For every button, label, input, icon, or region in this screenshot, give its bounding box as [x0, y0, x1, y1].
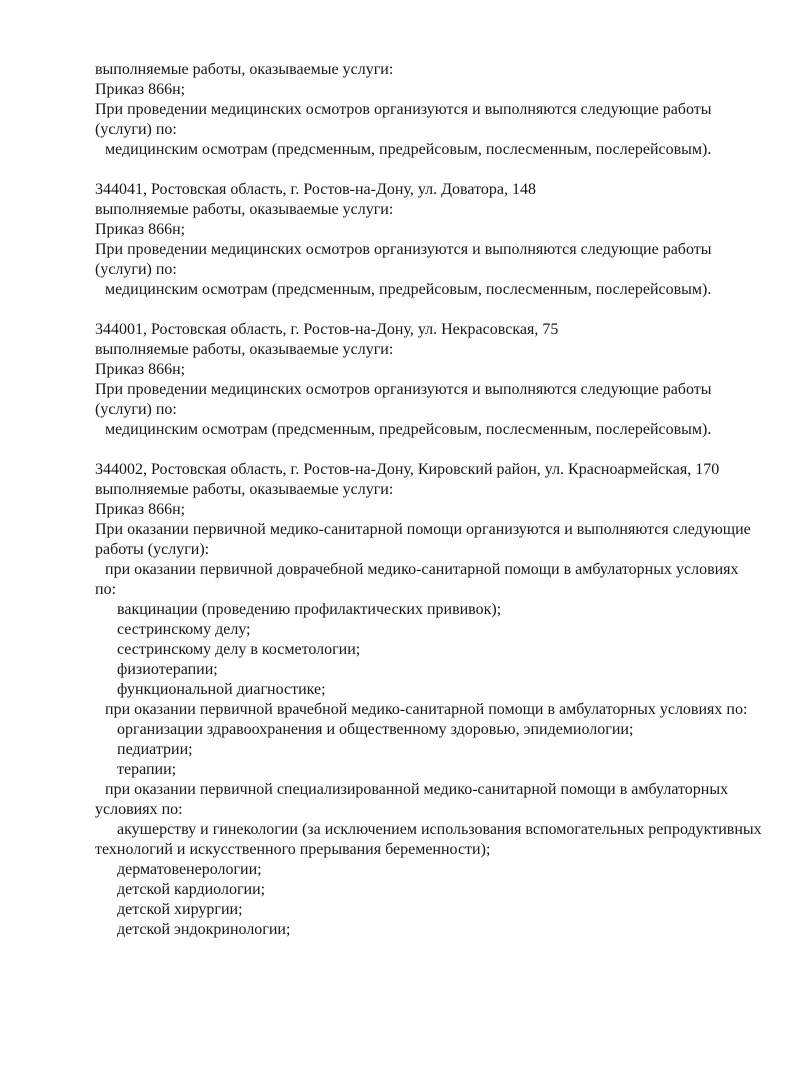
text-line: медицинским осмотрам (предсменным, предрейсовым, послесменным, послерейсовым).: [105, 281, 712, 298]
text-line: физиотерапии;: [117, 661, 218, 678]
text-line: (услуги) по:: [95, 401, 177, 418]
text-line: при оказании первичной специализированной медико-санитарной помощи в амбулаторных: [105, 781, 729, 798]
text-line: по:: [95, 581, 117, 598]
text-line: при оказании первичной врачебной медико-санитарной помощи в амбулаторных условиях по:: [105, 701, 748, 718]
text-line: работы (услуги):: [95, 541, 210, 558]
text-line: сестринскому делу;: [117, 621, 251, 638]
blank-line: [95, 160, 800, 180]
text-line: При проведении медицинских осмотров организуются и выполняются следующие работы: [95, 101, 712, 118]
text-line: детской кардиологии;: [117, 881, 266, 898]
text-line: выполняемые работы, оказываемые услуги:: [95, 201, 394, 218]
text-line: При проведении медицинских осмотров организуются и выполняются следующие работы: [95, 241, 712, 258]
text-line: 344002, Ростовская область, г. Ростов-на-Дону, Кировский район, ул. Красноармейская, 170: [95, 461, 720, 478]
text-line: При проведении медицинских осмотров организуются и выполняются следующие работы: [95, 381, 712, 398]
text-line: Приказ 866н;: [95, 501, 186, 518]
text-line: выполняемые работы, оказываемые услуги:: [95, 481, 394, 498]
text-line: организации здравоохранения и общественному здоровью, эпидемиологии;: [117, 721, 634, 738]
text-line: Приказ 866н;: [95, 361, 186, 378]
text-line: медицинским осмотрам (предсменным, предрейсовым, послесменным, послерейсовым).: [105, 141, 712, 158]
text-line: терапии;: [117, 761, 177, 778]
text-line: медицинским осмотрам (предсменным, предрейсовым, послесменным, послерейсовым).: [105, 421, 712, 438]
blank-line: [95, 300, 800, 320]
text-line: дерматовенерологии;: [117, 861, 262, 878]
document-body: [95, 60, 800, 940]
text-line: детской эндокринологии;: [117, 921, 291, 938]
blank-line: [95, 440, 800, 460]
text-line: вакцинации (проведению профилактических прививок);: [117, 601, 502, 618]
text-line: 344041, Ростовская область, г. Ростов-на-Дону, ул. Доватора, 148: [95, 181, 536, 198]
text-line: выполняемые работы, оказываемые услуги:: [95, 341, 394, 358]
text-line: детской хирургии;: [117, 901, 243, 918]
text-line: педиатрии;: [117, 741, 193, 758]
text-line: акушерству и гинекологии (за исключением использования вспомогательных репродуктивных: [117, 821, 762, 838]
text-line: технологий и искусственного прерывания беременности);: [95, 841, 491, 858]
text-line: При оказании первичной медико-санитарной помощи организуются и выполняются следующие: [95, 521, 751, 538]
text-line: 344001, Ростовская область, г. Ростов-на-Дону, ул. Некрасовская, 75: [95, 321, 559, 338]
text-line: функциональной диагностике;: [117, 681, 326, 698]
text-line: условиях по:: [95, 801, 183, 818]
text-line: при оказании первичной доврачебной медико-санитарной помощи в амбулаторных условиях: [105, 561, 739, 578]
text-line: Приказ 866н;: [95, 221, 186, 238]
text-line: выполняемые работы, оказываемые услуги:: [95, 61, 394, 78]
text-line: (услуги) по:: [95, 261, 177, 278]
text-line: Приказ 866н;: [95, 81, 186, 98]
text-line: (услуги) по:: [95, 121, 177, 138]
text-line: сестринскому делу в косметологии;: [117, 641, 361, 658]
